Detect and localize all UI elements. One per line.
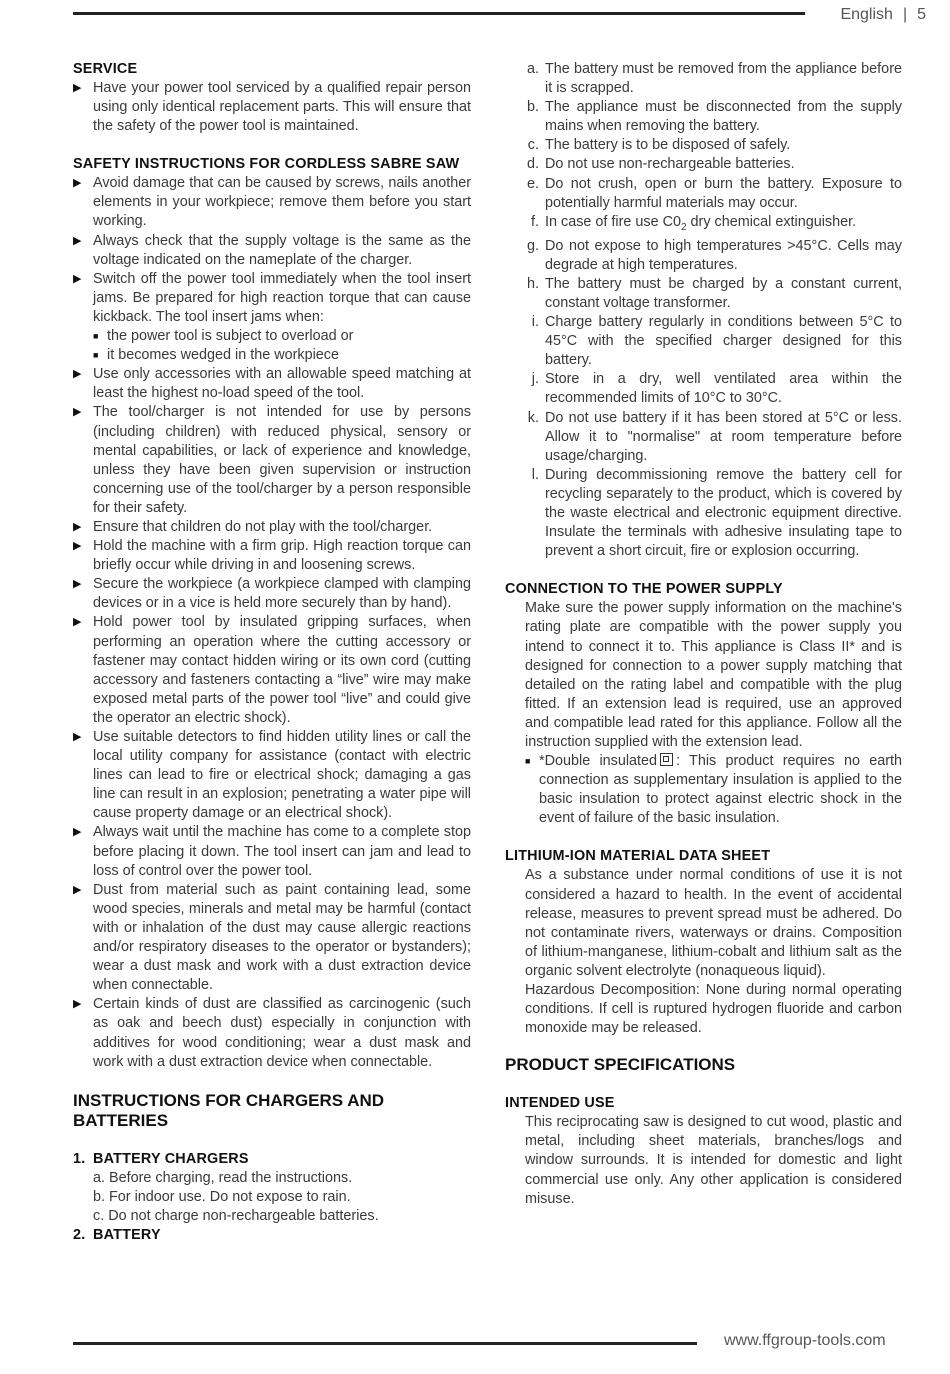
list-item: h. The battery must be charged by a constant current, constant voltage transformer. <box>526 275 902 311</box>
connection-heading: CONNECTION TO THE POWER SUPPLY <box>505 581 783 598</box>
bullet-item: ▶ Always check that the supply voltage is the same as the voltage indicated on the nameplate of the charger. <box>73 232 471 270</box>
header-rule <box>73 12 805 15</box>
lithium-decomposition-text: Hazardous Decomposition: None during normal operating conditions. If cell is ruptured hydrogen fluoride and carbon monoxide may be released. <box>525 982 902 1037</box>
triangle-bullet-icon: ▶ <box>73 883 82 896</box>
triangle-bullet-icon: ▶ <box>73 616 82 629</box>
double-insulated-note: ■ *Double insulated : This product requires no earth connection as supplementary insulation is applied to the basic insulation to protect against electric shock in the event of failure of the basic insulation. <box>505 752 902 828</box>
square-bullet-icon: ■ <box>525 756 531 767</box>
section-title: BATTERY <box>93 1226 161 1243</box>
bullet-item: ▶ Hold power tool by insulated gripping surfaces, when performing an operation where the cutting accessory or fastener may contact hidden wiring or its own cord (cutting accessory and fasteners contacting a “live” wire may make exposed metal parts of the power tool “live” and could give the operator an electric shock). <box>73 613 471 728</box>
page-header <box>840 6 926 24</box>
right-column <box>505 60 902 1209</box>
list-item: e. Do not crush, open or burn the battery. Exposure to potentially harmful materials may occur. <box>526 175 902 211</box>
intended-use-heading: INTENDED USE <box>505 1095 615 1112</box>
list-item: f. In case of fire use $C0_2$ dry chemical extinguisher. <box>531 213 857 233</box>
list-item: c. The battery is to be disposed of safely. <box>527 137 791 154</box>
sub-bullet-item: ■ it becomes wedged in the workpiece <box>73 346 471 365</box>
triangle-bullet-icon: ▶ <box>73 578 82 591</box>
triangle-bullet-icon: ▶ <box>73 406 82 419</box>
footer-url: www.ffgroup-tools.com <box>724 1332 886 1349</box>
service-heading: SERVICE <box>73 61 138 77</box>
language-label: English <box>840 6 893 23</box>
chargers-heading: INSTRUCTIONS FOR CHARGERS AND BATTERIES <box>73 1090 385 1130</box>
triangle-bullet-icon: ▶ <box>73 272 82 285</box>
lithium-text: As a substance under normal conditions of use it is not considered a hazard to health. In the event of accidental release, measures to prevent spread must be adhered. Do not contaminate rivers, waterways or drains. Composition of lithium-manganese, lithium-cobalt and lithium salt as the organic solvent electrolyte (nonaqueous liquid). <box>525 867 902 979</box>
list-item: j. Store in a dry, well ventilated area within the recommended limits of 10°C to 30°C. <box>531 371 902 407</box>
footer-rule <box>73 1342 697 1345</box>
triangle-bullet-icon: ▶ <box>73 731 82 743</box>
safety-heading: SAFETY INSTRUCTIONS FOR CORDLESS SABRE SAW <box>73 156 460 173</box>
list-item: l. During decommissioning remove the battery cell for recycling separately to the product, which is covered by the waste electrical and electronic equipment directive. Insulate the terminals with adhesive insulating tape to prevent a short circuit, fire or explosion occurring. <box>531 466 902 560</box>
list-item: b. The appliance must be disconnected from the supply mains when removing the battery. <box>526 99 902 135</box>
triangle-bullet-icon: ▶ <box>73 82 82 94</box>
sub-bullet-item: ■ the power tool is subject to overload or <box>73 327 471 346</box>
list-item: b. For indoor use. Do not expose to rain. <box>93 1188 351 1205</box>
section-number: 1. <box>73 1150 86 1167</box>
bullet-item: ▶ Dust from material such as paint containing lead, some wood species, minerals and metal may be harmful (contact with or inhalation of the dust may cause allergic reactions and/or respiratory diseases to the operator or bystanders); wear a dust mask and work with a dust extraction device when connectable. <box>73 881 471 996</box>
double-insulation-icon <box>660 753 673 766</box>
section-number: 2. <box>73 1226 86 1243</box>
list-item: g. Do not expose to high temperatures >45°C. Cells may degrade at high temperatures. <box>526 237 902 273</box>
bullet-item: ▶ Switch off the power tool immediately when the tool insert jams. Be prepared for high reaction torque that can cause kickback. The tool insert jams when: <box>73 270 471 327</box>
square-bullet-icon: ■ <box>93 350 99 361</box>
connection-text: Make sure the power supply information on the machine's rating plate are compatible with the power supply you intend to connect it to. This appliance is Class II* and is designed for connection to a power supply matching that detailed on the rating label and compatible with the plug fitted. If an extension lead is required, use an approved and compatible lead rated for this appliance. Follow all the instruction supplied with the extension lead. <box>525 600 902 750</box>
page-number: 5 <box>917 6 926 23</box>
triangle-bullet-icon: ▶ <box>73 234 82 247</box>
battery-heading <box>73 1226 471 1245</box>
battery-chargers-heading <box>73 1150 471 1169</box>
left-column <box>73 60 471 1245</box>
bullet-item: ▶ Avoid damage that can be caused by screws, nails another elements in your workpiece; remove them before you start working. <box>73 174 471 231</box>
triangle-bullet-icon: ▶ <box>73 540 82 553</box>
header-separator: | <box>902 6 908 23</box>
bullet-item: ▶ Use suitable detectors to find hidden utility lines or call the local utility company for assistance (contact with electric lines can lead to fire or electrical shock; damaging a gas line can result in an explosion; penetrating a water pipe will cause property damage or an electrical shock). <box>73 728 471 823</box>
triangle-bullet-icon: ▶ <box>73 368 82 381</box>
list-item: c. Do not charge non-rechargeable batteries. <box>93 1207 379 1224</box>
bullet-item: ▶ The tool/charger is not intended for use by persons (including children) with reduced physical, sensory or mental capabilities, or lack of experience and knowledge, unless they have been given supervision or instruction concerning use of the tool/charger by a person responsible for their safety. <box>73 403 471 518</box>
bullet-item: ▶ Use only accessories with an allowable speed matching at least the highest no-load speed of the tool. <box>73 365 471 403</box>
section-title: BATTERY CHARGERS <box>93 1150 249 1167</box>
triangle-bullet-icon: ▶ <box>73 998 82 1011</box>
triangle-bullet-icon: ▶ <box>73 520 82 533</box>
bullet-item: ▶ Hold the machine with a firm grip. High reaction torque can briefly occur while driving in and loosening screws. <box>73 537 471 575</box>
list-item: a. Before charging, read the instructions. <box>93 1169 353 1186</box>
list-item: a. The battery must be removed from the appliance before it is scrapped. <box>526 61 902 97</box>
bullet-item: ▶ Ensure that children do not play with the tool/charger. <box>73 518 471 537</box>
specs-heading: PRODUCT SPECIFICATIONS <box>505 1055 736 1075</box>
list-item: k. Do not use battery if it has been stored at 5°C or less. Allow it to "normalise" at room temperature before usage/charging. <box>527 409 902 464</box>
bullet-item: ▶ Secure the workpiece (a workpiece clamped with clamping devices or in a vice is held more securely than by hand). <box>73 575 471 613</box>
bullet-item: ▶ Have your power tool serviced by a qualified repair person using only identical replacement parts. This will ensure that the safety of the power tool is maintained. <box>73 79 471 136</box>
triangle-bullet-icon: ▶ <box>73 177 82 190</box>
list-item: d. Do not use non-rechargeable batteries. <box>526 156 795 173</box>
lithium-heading: LITHIUM-ION MATERIAL DATA SHEET <box>505 848 771 865</box>
list-item: i. Charge battery regularly in conditions between 5°C to 45°C with the specified charger designed for this battery. <box>531 314 902 369</box>
bullet-item: ▶ Always wait until the machine has come to a complete stop before placing it down. The tool insert can jam and lead to loss of control over the power tool. <box>73 823 471 880</box>
triangle-bullet-icon: ▶ <box>73 826 82 839</box>
intended-use-text: This reciprocating saw is designed to cut wood, plastic and metal, including sheet materials, branches/logs and window surrounds. It is intended for domestic and light commercial use only. Any other application is considered misuse. <box>525 1114 902 1207</box>
bullet-item: ▶ Certain kinds of dust are classified as carcinogenic (such as oak and beech dust) especially in conjunction with additives for wood conditioning; wear a dust mask and work with a dust extraction device when connectable. <box>73 995 471 1071</box>
square-bullet-icon: ■ <box>93 331 99 342</box>
